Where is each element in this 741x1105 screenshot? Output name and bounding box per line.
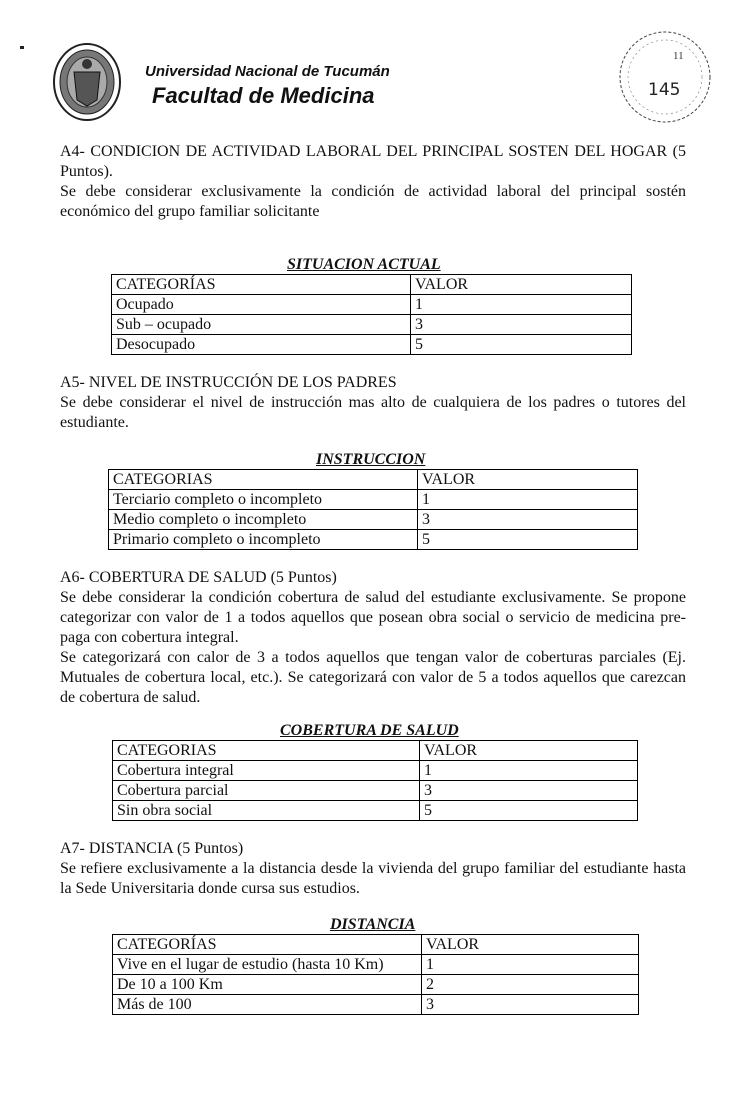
table-cell: 1: [420, 761, 638, 781]
table-header-row: [113, 935, 639, 955]
table-row: [112, 335, 632, 355]
table-cell: 5: [411, 335, 632, 355]
table-cell: Sub – ocupado: [112, 315, 411, 335]
table-cell: 1: [422, 955, 639, 975]
table-row: [109, 530, 638, 550]
university-name: Universidad Nacional de Tucumán: [145, 63, 390, 80]
table-header-valor: VALOR: [411, 275, 632, 295]
table-header-valor: VALOR: [418, 470, 638, 490]
table-cell: Primario completo o incompleto: [109, 530, 418, 550]
stamp-handwritten-number: 145: [648, 80, 681, 100]
faculty-name: Facultad de Medicina: [152, 83, 375, 108]
section-body: Se debe considerar el nivel de instrucción mas alto de cualquiera de los padres o tutores del estudiante.: [60, 394, 686, 431]
cobertura-table: [112, 740, 638, 821]
table-cell: Cobertura parcial: [113, 781, 420, 801]
table-cell: De 10 a 100 Km: [113, 975, 422, 995]
section-body: Se debe considerar exclusivamente la condición de actividad laboral del principal sostén económico del grupo familiar solicitante: [60, 183, 686, 220]
table-cell: Cobertura integral: [113, 761, 420, 781]
instruccion-table: [108, 469, 638, 550]
table-cell: Más de 100: [113, 995, 422, 1015]
table-row: [109, 510, 638, 530]
table-title: COBERTURA DE SALUD: [280, 722, 459, 739]
table-cell: 2: [422, 975, 639, 995]
table-row: [113, 955, 639, 975]
received-stamp: [615, 27, 715, 127]
table-cell: Ocupado: [112, 295, 411, 315]
table-row: [113, 781, 638, 801]
table-cell: Medio completo o incompleto: [109, 510, 418, 530]
table-row: [113, 975, 639, 995]
table-header-row: [109, 470, 638, 490]
scan-dot: [20, 46, 24, 49]
table-row: [112, 295, 632, 315]
section-a5: [60, 373, 686, 433]
table-row: [113, 761, 638, 781]
table-title: INSTRUCCION: [316, 451, 426, 468]
section-heading: A7- DISTANCIA (5 Puntos): [60, 840, 244, 857]
table-title: SITUACION ACTUAL: [287, 256, 441, 273]
table-header-categorias: CATEGORIAS: [113, 741, 420, 761]
table-cell: Desocupado: [112, 335, 411, 355]
table-cell: 5: [420, 801, 638, 821]
stamp-number: 11: [673, 50, 684, 62]
section-body: Se refiere exclusivamente a la distancia desde la vivienda del grupo familiar del estudiante hasta la Sede Universitaria donde cursa sus estudios.: [60, 860, 686, 897]
table-cell: 5: [418, 530, 638, 550]
table-row: [109, 490, 638, 510]
section-a6: [60, 568, 686, 708]
table-header-valor: VALOR: [420, 741, 638, 761]
table-cell: Terciario completo o incompleto: [109, 490, 418, 510]
table-row: [112, 315, 632, 335]
section-heading: A6- COBERTURA DE SALUD (5 Puntos): [60, 569, 337, 586]
section-a7: [60, 839, 686, 899]
university-seal-icon: [52, 42, 122, 122]
section-body: Se debe considerar la condición cobertura de salud del estudiante exclusivamente. Se propone categorizar con valor de 1 a todos aquellos que posean obra social o servicio de medicina pre-paga con cobertura integral.: [60, 589, 686, 646]
section-heading: A5- NIVEL DE INSTRUCCIÓN DE LOS PADRES: [60, 374, 397, 391]
table-cell: 3: [422, 995, 639, 1015]
table-cell: 3: [418, 510, 638, 530]
section-heading: A4- CONDICION DE ACTIVIDAD LABORAL DEL PRINCIPAL SOSTEN DEL HOGAR (5 Puntos).: [60, 143, 686, 180]
table-cell: 1: [418, 490, 638, 510]
table-header-row: [112, 275, 632, 295]
table-row: [113, 995, 639, 1015]
table-cell: 3: [411, 315, 632, 335]
table-cell: 1: [411, 295, 632, 315]
table-cell: Sin obra social: [113, 801, 420, 821]
table-header-categorias: CATEGORÍAS: [112, 275, 411, 295]
table-header-categorias: CATEGORIAS: [109, 470, 418, 490]
table-cell: 3: [420, 781, 638, 801]
table-header-row: [113, 741, 638, 761]
situacion-actual-table: [111, 274, 632, 355]
table-row: [113, 801, 638, 821]
table-header-valor: VALOR: [422, 935, 639, 955]
section-body: Se categorizará con calor de 3 a todos aquellos que tengan valor de coberturas parciales (Ej. Mutuales de cobertura local, etc.). Se categorizará con valor de 5 a todos aquellos que carezcan de cobertura de salud.: [60, 649, 686, 706]
section-a4: [60, 142, 686, 222]
table-cell: Vive en el lugar de estudio (hasta 10 Km): [113, 955, 422, 975]
table-title: DISTANCIA: [330, 916, 416, 933]
table-header-categorias: CATEGORÍAS: [113, 935, 422, 955]
distancia-table: [112, 934, 639, 1015]
